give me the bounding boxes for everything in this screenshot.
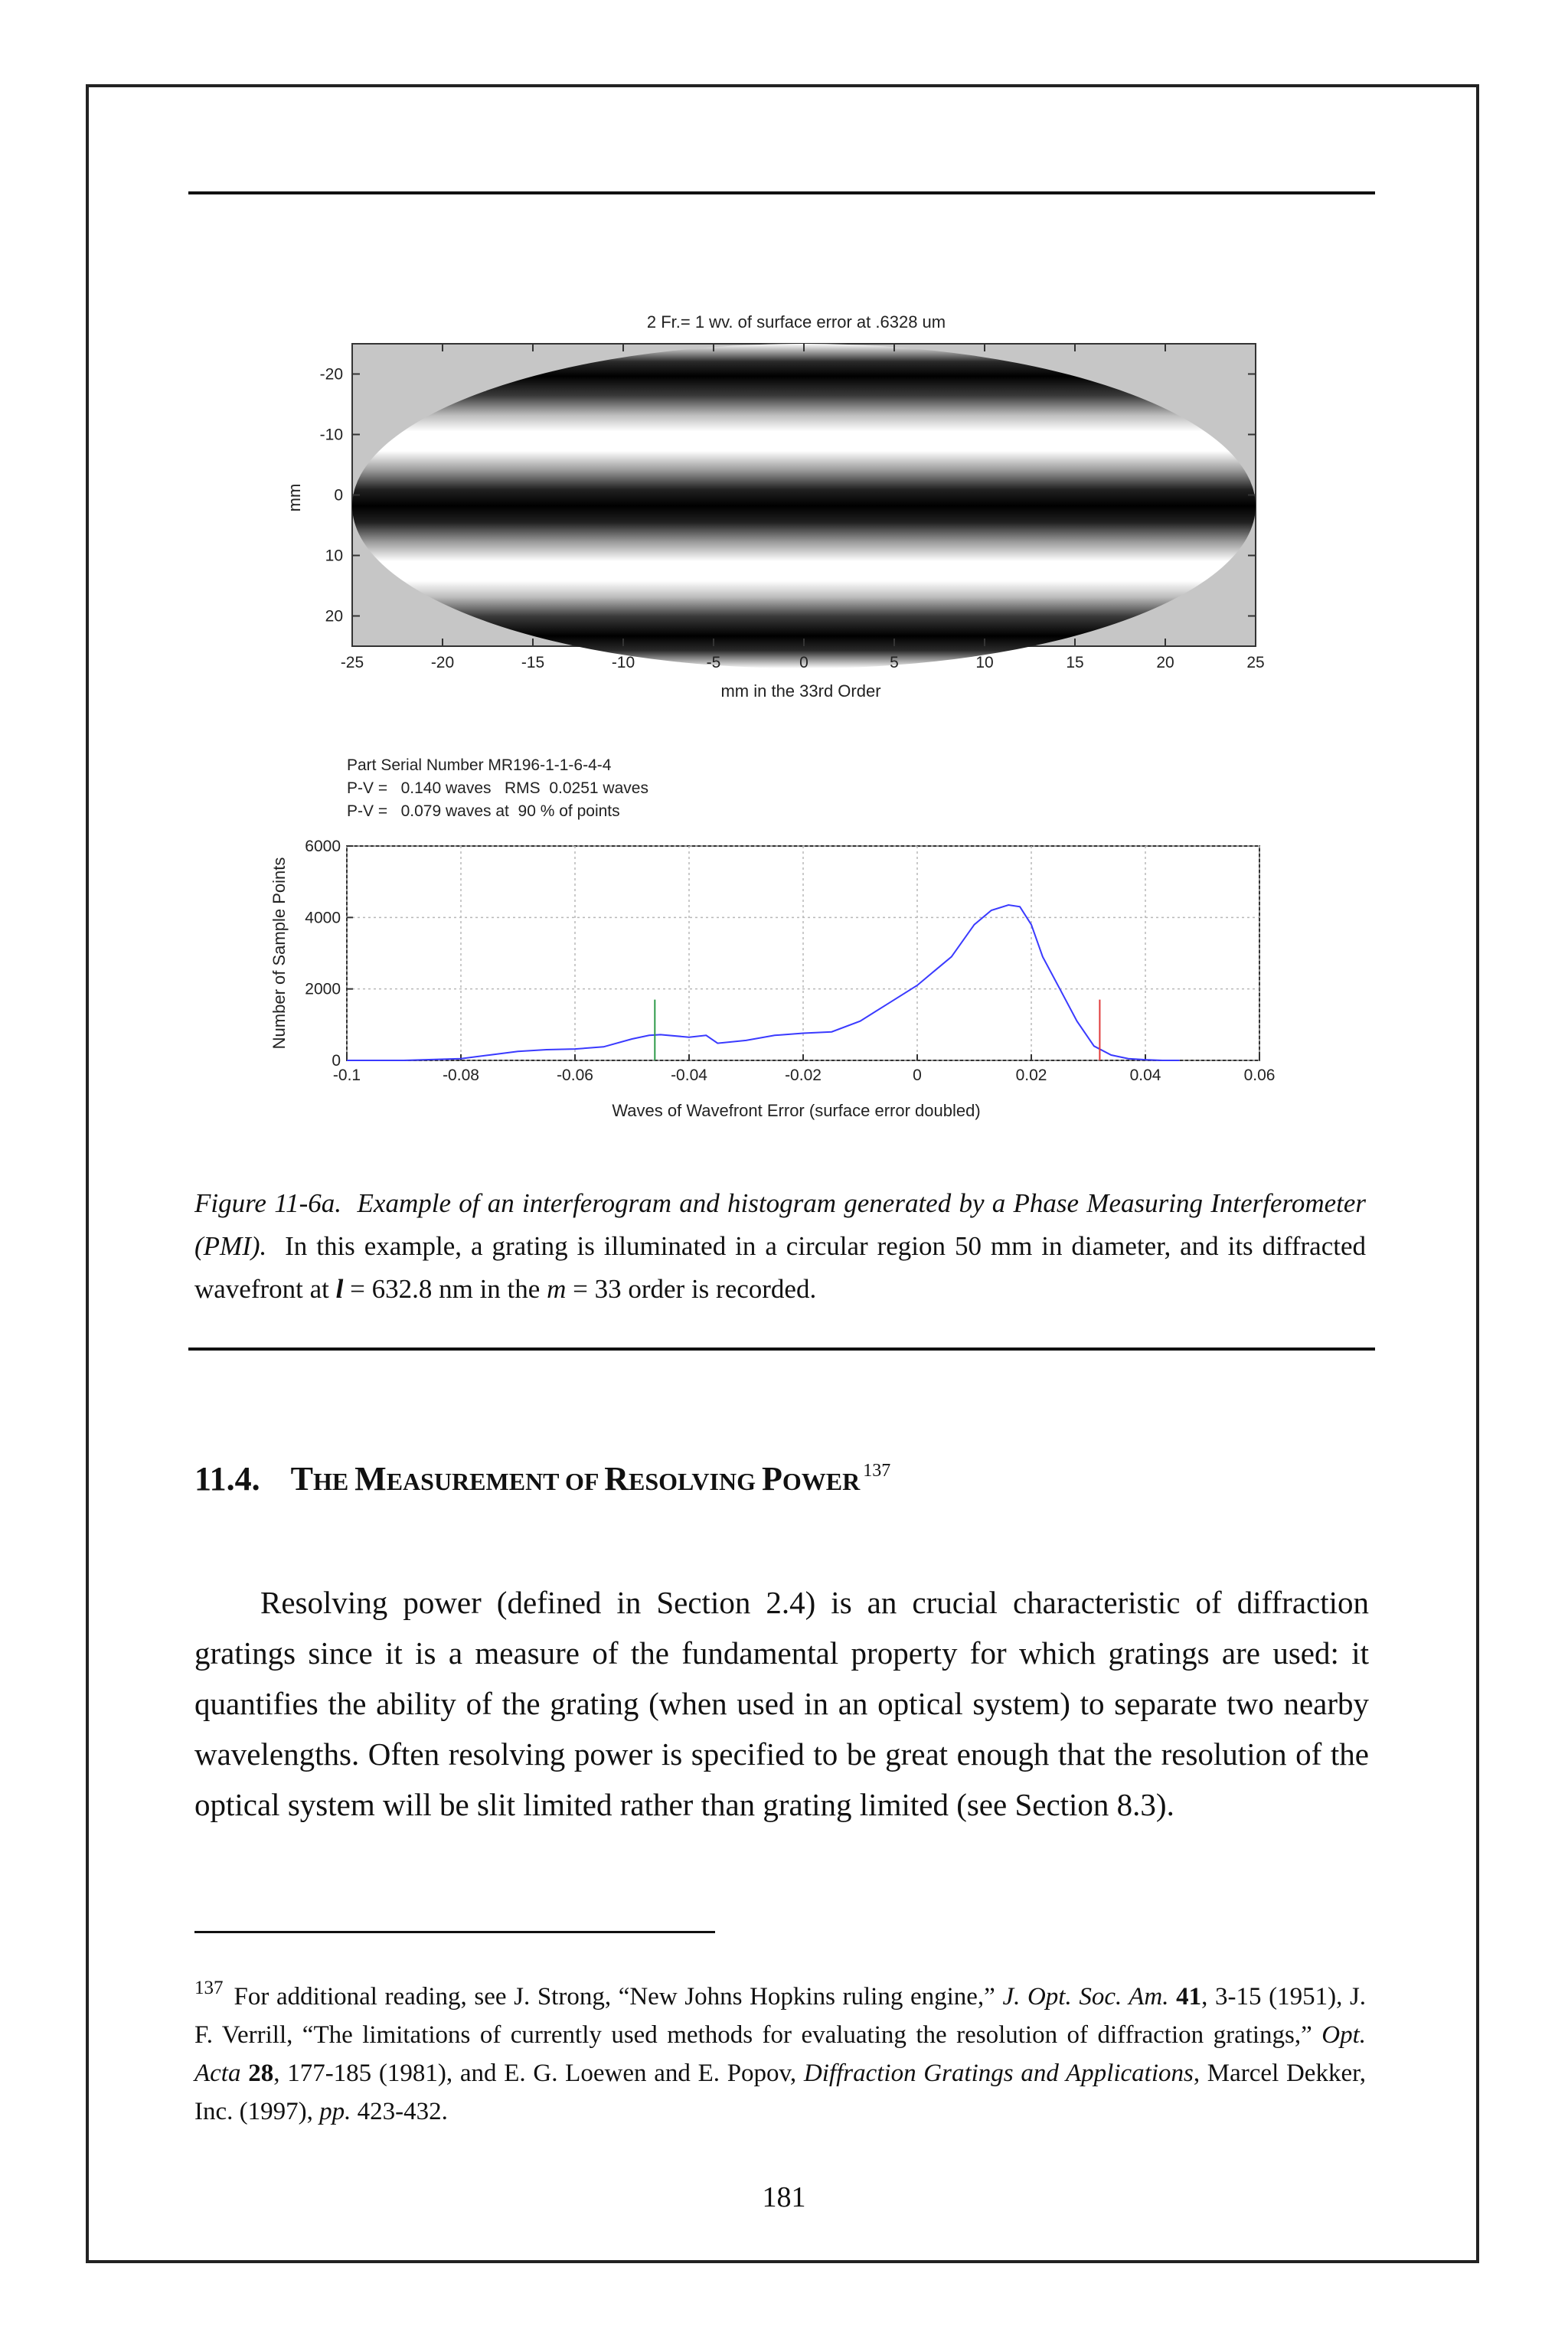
interferogram-xlabel: mm in the 33rd Order xyxy=(720,681,881,701)
page-number: 181 xyxy=(762,2181,806,2213)
histogram-x-tick-label: 0 xyxy=(913,1067,922,1084)
figure-caption xyxy=(194,1182,1366,1311)
interferogram-y-tick-label: 20 xyxy=(325,607,343,626)
histogram-x-tick-label: -0.04 xyxy=(671,1067,707,1084)
interferogram-x-tick-label: 0 xyxy=(799,654,808,671)
footnote-text-3: , 177-185 (1981), and E. G. Loewen and E. Popov, xyxy=(273,2060,797,2087)
histogram-info-line-2: P-V = 0.140 waves RMS 0.0251 waves xyxy=(347,779,648,797)
footnote-pp: pp. xyxy=(319,2098,351,2125)
histogram-x-tick-label: -0.06 xyxy=(557,1067,593,1084)
footnote-text-4: , Marcel Dekker, Inc. (1997), xyxy=(194,2060,1367,2125)
interferogram-x-tick-label: 5 xyxy=(890,654,899,671)
footnote-book-title: Diffraction Gratings and Applications xyxy=(803,2060,1194,2087)
interferogram-y-tick-label: -20 xyxy=(319,365,343,384)
histogram-info-line-1: Part Serial Number MR196-1-1-6-4-4 xyxy=(347,756,612,774)
histogram-x-tick-label: -0.02 xyxy=(785,1067,822,1084)
heading-cap-r: R xyxy=(604,1460,629,1498)
footnote-number: 137 xyxy=(194,1978,224,1998)
caption-bottom-rule xyxy=(188,1348,1375,1351)
histogram-info xyxy=(347,756,648,820)
histogram-y-tick-label: 2000 xyxy=(305,980,341,998)
histogram-x-tick-label: 0.04 xyxy=(1129,1067,1161,1084)
heading-sc-ower: OWER xyxy=(782,1468,861,1495)
footnote-journal-1: J. Opt. Soc. Am. xyxy=(1002,1983,1169,2011)
heading-cap-t: T xyxy=(290,1460,313,1498)
footnote-volume-1: 41 xyxy=(1176,1983,1202,2011)
histogram-info-line-3: P-V = 0.079 waves at 90 % of points xyxy=(347,802,620,820)
interferogram-y-tick-label: 10 xyxy=(325,547,343,565)
interferogram-x-tick-label: -10 xyxy=(611,654,635,671)
interferogram-x-tick-label: 25 xyxy=(1246,654,1265,671)
interferogram-x-tick-label: -25 xyxy=(340,654,364,671)
heading-cap-m: M xyxy=(354,1460,387,1498)
body-paragraph: Resolving power (defined in Section 2.4) is an crucial characteristic of diffraction gratings since it is a measure of the fundamental property for which gratings are used: it quantifies the ability of the grating (when used in an optical system) to separate two nearby wavelengths. Often resolving power is specified to be great enough that the resolution of the optical system will be slit limited rather than grating limited (see Section 8.3). xyxy=(194,1585,1369,1822)
interferogram-x-tick-label: 15 xyxy=(1066,654,1084,671)
heading-cap-p: P xyxy=(761,1460,782,1498)
footnote-text-2: , 3-15 (1951), J. F. Verrill, “The limitations of currently used methods for evaluating the resolution of diffraction gratings,” xyxy=(194,1983,1367,2049)
caption-label: Figure 11-6a. xyxy=(194,1188,342,1218)
interferogram-x-tick-label: -15 xyxy=(521,654,545,671)
histogram-y-tick-label: 4000 xyxy=(305,909,341,927)
footnote-text-5: 423-432. xyxy=(357,2098,448,2125)
section-heading xyxy=(194,1459,890,1498)
caption-italic-text: Example of an interferogram and histogram generated by a Phase Measuring Interferometer (PMI). xyxy=(194,1188,1367,1261)
interferogram-x-tick-label: -5 xyxy=(706,654,721,671)
histogram-x-tick-label: -0.1 xyxy=(332,1067,361,1084)
heading-sc-he: HE xyxy=(312,1468,355,1495)
histogram-x-tick-label: 0.06 xyxy=(1243,1067,1276,1084)
footnote-volume-2: 28 xyxy=(248,2060,274,2087)
histogram-y-tick-label: 6000 xyxy=(305,838,341,855)
interferogram-x-tick-label: 20 xyxy=(1156,654,1174,671)
caption-m-symbol: m xyxy=(547,1274,567,1304)
interferogram-ylabel: mm xyxy=(285,483,304,512)
footnote-137 xyxy=(194,1969,1366,2131)
interferogram-title: 2 Fr.= 1 wv. of surface error at .6328 um xyxy=(646,312,946,332)
caption-text-3: = 33 order is recorded. xyxy=(573,1274,817,1304)
footnote-journal-2: Opt. Acta xyxy=(194,2021,1366,2087)
histogram-x-tick-label: -0.08 xyxy=(443,1067,479,1084)
histogram-xlabel: Waves of Wavefront Error (surface error doubled) xyxy=(612,1101,981,1120)
interferogram-y-tick-label: 0 xyxy=(334,486,343,505)
section-footnote-ref: 137 xyxy=(863,1461,891,1481)
caption-lambda-symbol: l xyxy=(335,1274,344,1304)
heading-sc-esolving: ESOLVING xyxy=(628,1468,762,1495)
caption-text-2: = 632.8 nm in the xyxy=(350,1274,541,1304)
heading-sc-easurement-of: EASUREMENT OF xyxy=(386,1468,605,1495)
histogram-ylabel: Number of Sample Points xyxy=(270,857,289,1050)
footnote-rule xyxy=(194,1931,715,1933)
section-number: 11.4. xyxy=(194,1460,260,1498)
caption-text-1: In this example, a grating is illuminated in a circular region 50 mm in diameter, and its diffracted wavefront at xyxy=(194,1231,1366,1304)
interferogram-y-tick-label: -10 xyxy=(319,426,343,444)
histogram-y-tick-label: 0 xyxy=(332,1052,341,1070)
histogram-x-tick-label: 0.02 xyxy=(1015,1067,1047,1084)
footnote-text-1: For additional reading, see J. Strong, “New Johns Hopkins ruling engine,” xyxy=(234,1983,995,2011)
interferogram-x-tick-label: 10 xyxy=(975,654,994,671)
interferogram-x-tick-label: -20 xyxy=(430,654,455,671)
figure-11-6a xyxy=(0,0,1568,1171)
